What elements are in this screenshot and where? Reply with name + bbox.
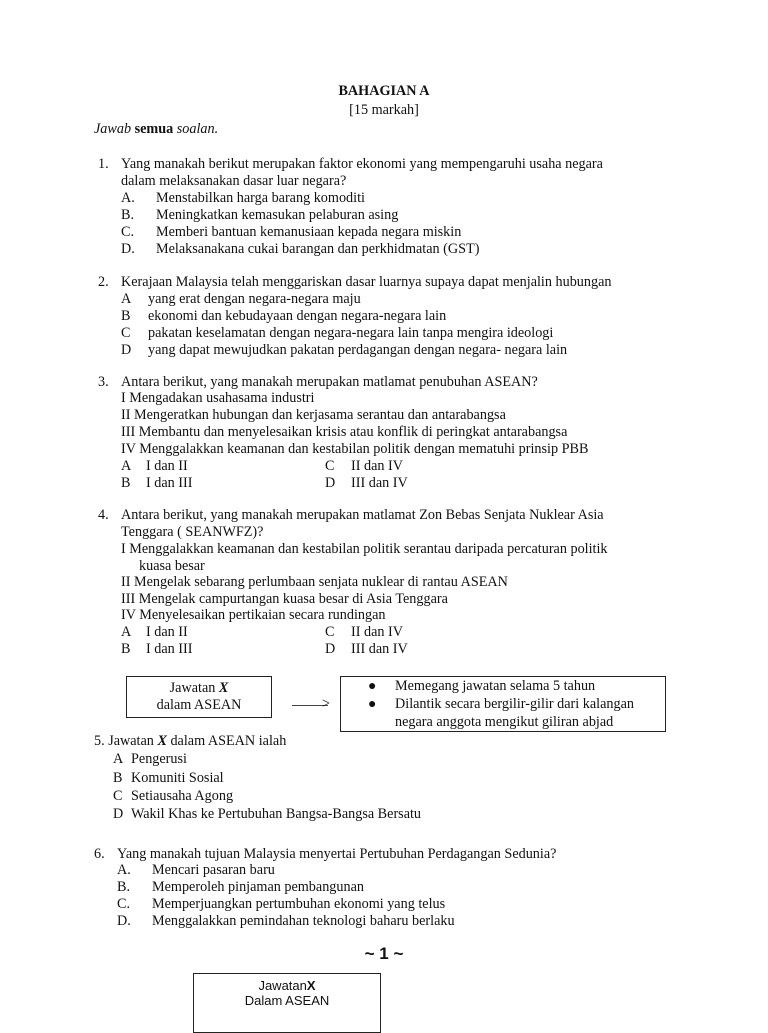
q5-option-text: Wakil Khas ke Pertubuhan Bangsa-Bangsa Bersatu (131, 806, 422, 822)
q2-option-key: C (121, 325, 131, 341)
next-box-label: Jawatan (258, 978, 307, 993)
q1-stem-line1: Yang manakah berikut merupakan faktor ekonomi yang mempengaruhi usaha negara (121, 156, 603, 172)
q6-option-text: Mencari pasaran baru (152, 862, 275, 878)
section-title: BAHAGIAN A (338, 83, 430, 99)
instruction-bold: semua (134, 121, 174, 137)
next-box-line2: Dalam ASEAN (244, 993, 330, 1008)
next-box-line1 (194, 978, 380, 994)
q4-statement: II Mengelak sebarang perlumbaan senjata nuklear di rantau ASEAN (121, 574, 508, 590)
q1-number: 1. (98, 156, 109, 172)
q6-option-key: D. (117, 913, 131, 929)
q4-choice-key: A (121, 624, 132, 640)
criteria-item: negara anggota mengikut giliran abjad (395, 714, 614, 730)
q2-stem-line1: Kerajaan Malaysia telah menggariskan dasar luarnya supaya dapat menjalin hubungan (121, 274, 612, 290)
q5-option-key: D (113, 806, 124, 822)
q3-statement: IV Menggalakkan keamanan dan kestabilan politik dengan mematuhi prinsip PBB (121, 441, 589, 457)
q3-choice-key: C (325, 458, 335, 474)
q4-choice-text: II dan IV (351, 624, 403, 640)
q4-stem-line2: Tenggara ( SEANWFZ)? (121, 524, 264, 540)
q3-choice-key: A (121, 458, 132, 474)
q3-statement: I Mengadakan usahasama industri (121, 390, 315, 406)
q1-option-text: Melaksanakana cukai barangan dan perkhidmatan (GST) (156, 241, 480, 257)
criteria-item: Dilantik secara bergilir-gilir dari kalangan (395, 696, 634, 712)
q5-option-key: B (113, 770, 123, 786)
q6-number: 6. (94, 846, 105, 862)
q4-choice-text: I dan III (146, 641, 193, 657)
q2-option-text: yang erat dengan negara-negara maju (148, 291, 361, 307)
q1-option-key: C. (121, 224, 135, 240)
q6-stem-line1: Yang manakah tujuan Malaysia menyertai Pertubuhan Perdagangan Sedunia? (117, 846, 557, 862)
variable-x: X (218, 680, 229, 696)
q5-option-text: Pengerusi (131, 751, 187, 767)
q1-stem-line2: dalam melaksanakan dasar luar negara? (121, 173, 347, 189)
page-number: ~ 1 ~ (364, 944, 404, 963)
q6-option-key: B. (117, 879, 131, 895)
marks-label: [15 markah] (349, 102, 419, 118)
q4-statement: IV Menyelesaikan pertikaian secara rundingan (121, 607, 386, 623)
q3-statement: III Membantu dan menyelesaikan krisis atau konflik di peringkat antarabangsa (121, 424, 568, 440)
jawatan-x-box (126, 676, 272, 718)
q1-option-text: Meningkatkan kemasukan pelaburan asing (156, 207, 399, 223)
q2-option-text: ekonomi dan kebudayaan dengan negara-negara lain (148, 308, 447, 324)
q4-choice-text: III dan IV (351, 641, 408, 657)
q3-stem-line1: Antara berikut, yang manakah merupakan matlamat penubuhan ASEAN? (121, 374, 538, 390)
q6-option-key: A. (117, 862, 131, 878)
next-box-variable-x: X (306, 978, 316, 993)
criteria-item: Memegang jawatan selama 5 tahun (395, 678, 596, 694)
next-jawatan-x-box (193, 973, 381, 1033)
q4-statement: III Mengelak campurtangan kuasa besar di Asia Tenggara (121, 591, 448, 607)
jawatan-x-box-line2: dalam ASEAN (156, 697, 242, 713)
q5-variable-x: X (157, 733, 167, 749)
q6-option-text: Menggalakkan pemindahan teknologi baharu berlaku (152, 913, 455, 929)
q4-choice-key: D (325, 641, 336, 657)
q3-statement: II Mengeratkan hubungan dan kerjasama serantau dan antarabangsa (121, 407, 506, 423)
arrow-head-icon: > (322, 696, 331, 712)
q3-choice-key: B (121, 475, 131, 491)
q2-option-key: A (121, 291, 132, 307)
q5-stem-suffix: dalam ASEAN ialah (170, 733, 287, 749)
q3-choice-text: I dan II (146, 458, 188, 474)
q4-statement: I Menggalakkan keamanan dan kestabilan politik serantau daripada percaturan politik (121, 541, 608, 557)
q1-option-key: B. (121, 207, 135, 223)
q3-number: 3. (98, 374, 109, 390)
q3-choice-text: I dan III (146, 475, 193, 491)
jawatan-label: Jawatan (169, 680, 216, 696)
q1-option-text: Menstabilkan harga barang komoditi (156, 190, 365, 206)
q1-option-text: Memberi bantuan kemanusiaan kepada negara miskin (156, 224, 462, 240)
criteria-box (340, 676, 666, 732)
q5-stem-prefix: 5. Jawatan (94, 733, 154, 749)
q5-option-text: Setiausaha Agong (131, 788, 234, 804)
q3-choice-text: III dan IV (351, 475, 408, 491)
q3-choice-key: D (325, 475, 336, 491)
q2-option-key: B (121, 308, 131, 324)
jawatan-x-box-line1 (127, 680, 271, 697)
q2-number: 2. (98, 274, 109, 290)
bullet-icon: ● (368, 679, 377, 694)
q4-choice-key: B (121, 641, 131, 657)
q4-choice-key: C (325, 624, 335, 640)
instruction-prefix: Jawab (94, 121, 132, 137)
q2-option-key: D (121, 342, 132, 358)
q5-option-key: C (113, 788, 123, 804)
q1-option-key: D. (121, 241, 135, 257)
q5-option-text: Komuniti Sosial (131, 770, 224, 786)
q3-choice-text: II dan IV (351, 458, 403, 474)
q5-option-key: A (113, 751, 124, 767)
q2-option-text: yang dapat mewujudkan pakatan perdagangan dengan negara- negara lain (148, 342, 568, 358)
q1-option-key: A. (121, 190, 135, 206)
q6-option-key: C. (117, 896, 131, 912)
q4-number: 4. (98, 507, 109, 523)
instruction-suffix: soalan. (176, 121, 219, 137)
q6-option-text: Memperjuangkan pertumbuhan ekonomi yang telus (152, 896, 446, 912)
q2-option-text: pakatan keselamatan dengan negara-negara lain tanpa mengira ideologi (148, 325, 554, 341)
q6-option-text: Memperoleh pinjaman pembangunan (152, 879, 364, 895)
q5-stem (94, 733, 286, 750)
q4-choice-text: I dan II (146, 624, 188, 640)
bullet-icon: ● (368, 697, 377, 712)
q4-stem-line1: Antara berikut, yang manakah merupakan matlamat Zon Bebas Senjata Nuklear Asia (121, 507, 604, 523)
q4-statement: kuasa besar (139, 558, 205, 574)
instruction (94, 121, 218, 138)
